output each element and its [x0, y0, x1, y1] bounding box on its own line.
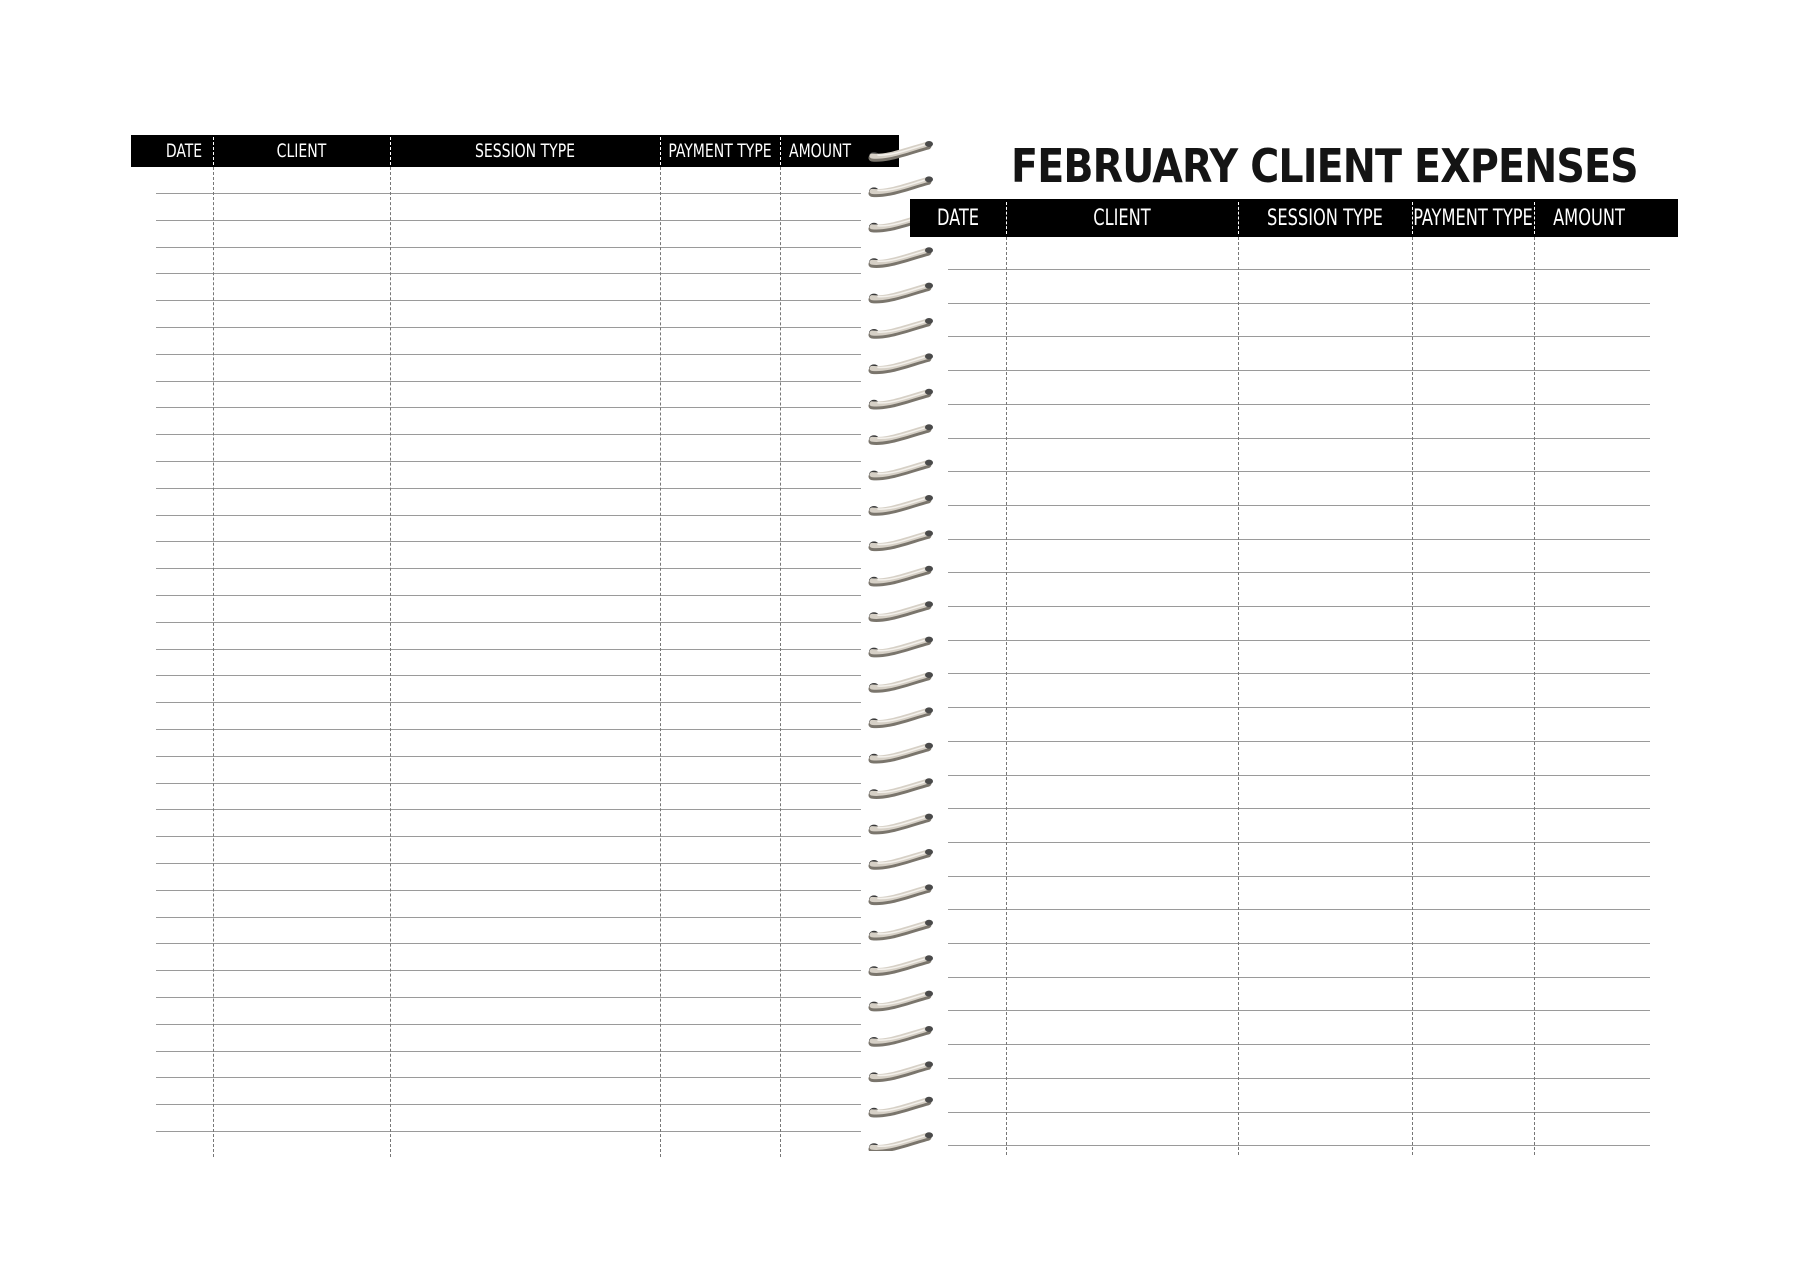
row-rule: [156, 1051, 861, 1052]
row-rule: [948, 808, 1650, 809]
right-col-session-type: SESSION TYPE: [1267, 205, 1383, 231]
row-rule: [948, 572, 1650, 573]
row-rule: [156, 407, 861, 408]
left-col-client: CLIENT: [276, 140, 327, 162]
row-rule: [156, 943, 861, 944]
right-table-body: [910, 237, 1678, 1155]
column-separator: [390, 167, 391, 1157]
row-rule: [156, 193, 861, 194]
row-rule: [156, 1024, 861, 1025]
row-rule: [948, 640, 1650, 641]
left-col-amount: AMOUNT: [788, 140, 852, 162]
row-rule: [156, 247, 861, 248]
row-rule: [156, 809, 861, 810]
row-rule: [948, 707, 1650, 708]
row-rule: [156, 381, 861, 382]
header-separator: [780, 137, 781, 165]
header-separator: [660, 137, 661, 165]
row-rule: [156, 515, 861, 516]
row-rule: [156, 488, 861, 489]
page-title: FEBRUARY CLIENT EXPENSES: [1011, 139, 1638, 193]
column-separator: [213, 167, 214, 1157]
row-rule: [948, 370, 1650, 371]
row-rule: [948, 438, 1650, 439]
row-rule: [156, 675, 861, 676]
left-col-session-type: SESSION TYPE: [474, 140, 576, 162]
row-rule: [156, 434, 861, 435]
row-rule: [156, 461, 861, 462]
row-rule: [156, 1077, 861, 1078]
column-separator: [1412, 237, 1413, 1155]
row-rule: [948, 269, 1650, 270]
row-rule: [156, 568, 861, 569]
header-separator: [1534, 202, 1535, 234]
row-rule: [948, 977, 1650, 978]
row-rule: [948, 876, 1650, 877]
row-rule: [948, 1010, 1650, 1011]
row-rule: [948, 303, 1650, 304]
right-table-header: [910, 199, 1678, 237]
row-rule: [948, 909, 1650, 910]
right-col-client: CLIENT: [1093, 205, 1151, 231]
right-col-payment-type: PAYMENT TYPE: [1413, 205, 1533, 231]
header-separator: [213, 137, 214, 165]
column-separator: [1006, 237, 1007, 1155]
row-rule: [156, 997, 861, 998]
row-rule: [156, 917, 861, 918]
row-rule: [156, 541, 861, 542]
row-rule: [156, 327, 861, 328]
row-rule: [156, 863, 861, 864]
row-rule: [948, 336, 1650, 337]
row-rule: [948, 775, 1650, 776]
row-rule: [948, 842, 1650, 843]
row-rule: [948, 1145, 1650, 1146]
row-rule: [948, 1044, 1650, 1045]
row-rule: [156, 970, 861, 971]
column-separator: [780, 167, 781, 1157]
row-rule: [156, 1131, 861, 1132]
row-rule: [156, 836, 861, 837]
row-rule: [948, 471, 1650, 472]
row-rule: [156, 783, 861, 784]
right-page: [910, 135, 1678, 1145]
right-col-date: DATE: [936, 205, 980, 231]
left-col-date: DATE: [165, 140, 203, 162]
row-rule: [156, 1104, 861, 1105]
row-rule: [156, 354, 861, 355]
row-rule: [156, 729, 861, 730]
row-rule: [948, 943, 1650, 944]
column-separator: [1238, 237, 1239, 1155]
row-rule: [156, 220, 861, 221]
row-rule: [156, 649, 861, 650]
row-rule: [156, 890, 861, 891]
header-separator: [1412, 202, 1413, 234]
row-rule: [156, 595, 861, 596]
row-rule: [948, 606, 1650, 607]
left-col-payment-type: PAYMENT TYPE: [668, 140, 772, 162]
column-separator: [1534, 237, 1535, 1155]
row-rule: [948, 1078, 1650, 1079]
row-rule: [156, 622, 861, 623]
row-rule: [948, 505, 1650, 506]
row-rule: [948, 673, 1650, 674]
row-rule: [948, 539, 1650, 540]
left-page: [131, 135, 899, 1145]
row-rule: [948, 404, 1650, 405]
right-col-amount: AMOUNT: [1553, 205, 1625, 231]
left-table-header: [131, 135, 899, 167]
row-rule: [948, 1112, 1650, 1113]
row-rule: [948, 741, 1650, 742]
header-separator: [390, 137, 391, 165]
column-separator: [660, 167, 661, 1157]
header-separator: [1006, 202, 1007, 234]
row-rule: [156, 756, 861, 757]
header-separator: [1238, 202, 1239, 234]
left-table-body: [131, 167, 899, 1157]
row-rule: [156, 273, 861, 274]
row-rule: [156, 300, 861, 301]
row-rule: [156, 702, 861, 703]
